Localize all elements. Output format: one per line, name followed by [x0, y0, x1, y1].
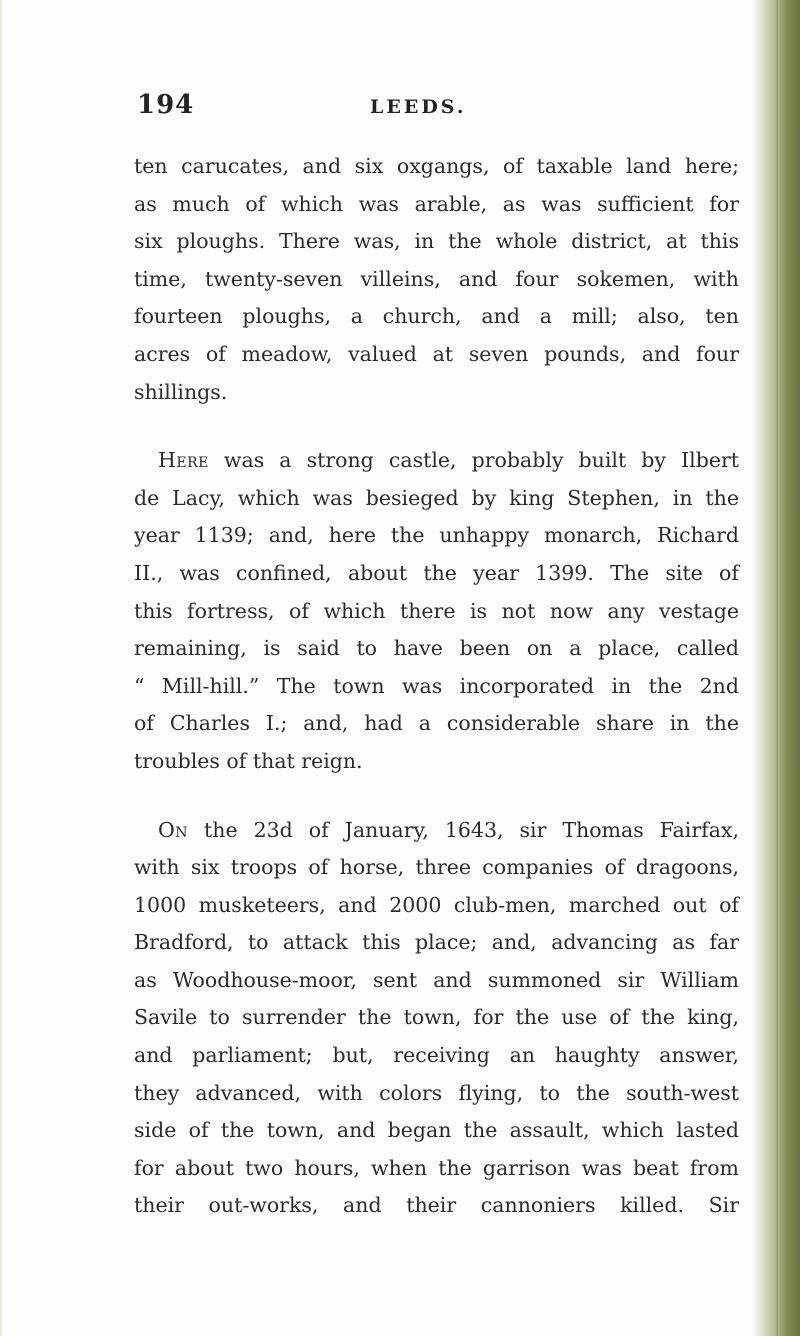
- page-number: 194: [137, 90, 195, 120]
- text-line: [134, 812, 739, 850]
- text-line: as Woodhouse-moor, sent and summoned sir William: [134, 967, 739, 992]
- page-left-edge: [0, 0, 4, 1336]
- text-line: they advanced, with colors flying, to the south-west: [134, 1080, 739, 1105]
- running-title: LEEDS.: [370, 96, 467, 118]
- paragraph-gap: [134, 781, 739, 812]
- text-line: acres of meadow, valued at seven pounds, and four: [134, 341, 739, 366]
- text-line: and parliament; but, receiving an haughty answer,: [134, 1043, 739, 1068]
- text-line: their out-works, and their cannoniers killed. Sir: [134, 1193, 739, 1218]
- text-line: for about two hours, when the garrison was beat from: [134, 1155, 739, 1180]
- paragraph-3: [134, 812, 739, 1226]
- text-line: Bradford, to attack this place; and, advancing as far: [134, 930, 739, 955]
- text-line: Savile to surrender the town, for the use of the king,: [134, 1005, 739, 1030]
- paragraph-2: [134, 442, 739, 780]
- text-line: II., was confined, about the year 1399. The site of: [134, 560, 739, 585]
- binding-edge-line: [776, 0, 778, 1336]
- text-line: “ Mill-hill.” The town was incorporated in the 2nd: [134, 673, 739, 698]
- text-line: [134, 442, 739, 480]
- body-text: [134, 148, 739, 1225]
- paragraph-1: [134, 148, 739, 411]
- text-line: as much of which was arable, as was sufficient for: [134, 191, 739, 216]
- text-line: de Lacy, which was besieged by king Stephen, in the: [134, 485, 739, 510]
- text-line: shillings.: [134, 379, 228, 404]
- text-line-rest: the 23d of January, 1643, sir Thomas Fairfax,: [188, 817, 739, 842]
- text-line: troubles of that reign.: [134, 748, 363, 773]
- paragraph-lead-word: Here: [158, 448, 209, 473]
- text-line-rest: was a strong castle, probably built by Ilbert: [208, 448, 739, 473]
- running-head: [0, 90, 760, 130]
- text-line: of Charles I.; and, had a considerable share in the: [134, 711, 739, 736]
- text-line: with six troops of horse, three companies of dragoons,: [134, 855, 739, 880]
- text-line: ten carucates, and six oxgangs, of taxable land here;: [134, 154, 739, 178]
- text-line: remaining, is said to have been on a place, called: [134, 636, 739, 661]
- text-line: time, twenty-seven villeins, and four sokemen, with: [134, 266, 739, 291]
- text-line: side of the town, and began the assault, which lasted: [134, 1118, 739, 1143]
- text-line: fourteen ploughs, a church, and a mill; also, ten: [134, 304, 739, 329]
- text-line: year 1139; and, here the unhappy monarch, Richard: [134, 523, 739, 548]
- text-line: 1000 musketeers, and 2000 club-men, marched out of: [134, 892, 739, 917]
- text-line: six ploughs. There was, in the whole district, at this: [134, 229, 739, 254]
- paragraph-lead-word: On: [158, 817, 189, 842]
- text-line: this fortress, of which there is not now any vestage: [134, 598, 739, 623]
- paragraph-gap: [134, 411, 739, 442]
